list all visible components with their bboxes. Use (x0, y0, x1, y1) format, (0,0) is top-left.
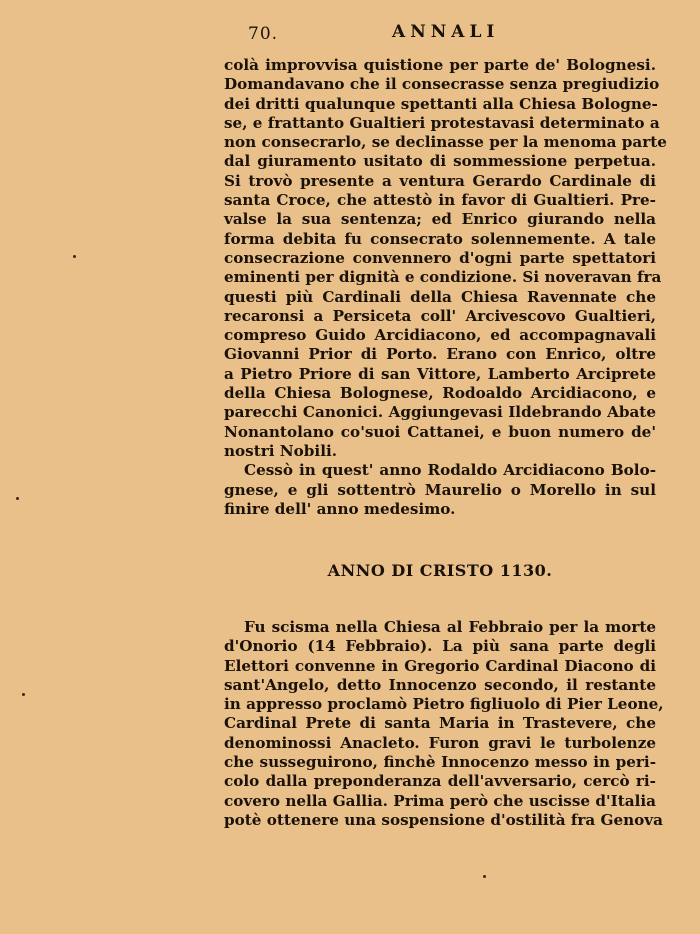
text-line: Cessò in quest' anno Rodaldo Arcidiacono Bolo- (244, 461, 656, 480)
page-header (0, 20, 700, 46)
text-line: colo dalla preponderanza dell'avversario, cercò ri- (224, 772, 656, 791)
text-line: non consecrarlo, se declinasse per la menoma parte (224, 133, 667, 152)
text-line: Nonantolano co'suoi Cattanei, e buon numero de' (224, 422, 656, 441)
paper-speck (73, 255, 76, 258)
text-line: denominossi Anacleto. Furon gravi le turbolenze (224, 733, 656, 752)
text-line: valse la sua sentenza; ed Enrico giurando nella (224, 210, 656, 229)
running-head: ANNALI (392, 22, 500, 42)
text-line: che susseguirono, finchè Innocenzo messo in peri- (224, 753, 656, 772)
text-line: potè ottenere una sospensione d'ostilità fra Genova (224, 810, 663, 829)
page-number: 70. (248, 24, 279, 44)
text-line: parecchi Canonici. Aggiungevasi Ildebrando Abate (224, 403, 656, 422)
text-line: d'Onorio (14 Febbraio). La più sana parte degli (224, 637, 656, 656)
text-line: Cardinal Prete di santa Maria in Trastevere, che (224, 714, 656, 733)
text-line: questi più Cardinali della Chiesa Ravennate che (224, 287, 656, 306)
text-line: sant'Angelo, detto Innocenzo secondo, il restante (224, 675, 656, 694)
text-line: finire dell' anno medesimo. (224, 499, 456, 518)
text-line: eminenti per dignità e condizione. Si noveravan fra (224, 268, 662, 287)
paper-speck (483, 875, 486, 878)
text-line: della Chiesa Bolognese, Rodoaldo Arcidiacono, e (224, 384, 656, 403)
text-line: dal giuramento usitato di sommessione perpetua. (224, 152, 656, 171)
text-line: Domandavano che il consecrasse senza pregiudizio (224, 75, 660, 94)
paper-speck (22, 693, 25, 696)
text-block-2 (224, 618, 664, 830)
text-line: consecrazione convennero d'ogni parte spettatori (224, 248, 656, 267)
text-line: se, e frattanto Gualtieri protestavasi determinato a (224, 113, 660, 132)
text-line: recaronsi a Persiceta coll' Arcivescovo Gualtieri, (224, 306, 656, 325)
text-line: forma debita fu consecrato solennemente. A tale (224, 229, 656, 248)
section-heading: ANNO DI CRISTO 1130. (327, 561, 553, 580)
text-line: Si trovò presente a ventura Gerardo Cardinale di (224, 171, 656, 190)
text-block-1 (224, 56, 667, 519)
text-line: dei dritti qualunque spettanti alla Chiesa Bologne- (224, 94, 658, 113)
text-line: colà improvvisa quistione per parte de' Bolognesi. (224, 56, 656, 74)
text-line: Elettori convenne in Gregorio Cardinal Diacono di (224, 656, 656, 675)
text-line: in appresso proclamò Pietro figliuolo di Pier Leone, (224, 695, 664, 714)
text-line: santa Croce, che attestò in favor di Gualtieri. Pre- (224, 191, 656, 210)
text-line: Giovanni Prior di Porto. Erano con Enrico, oltre (224, 345, 656, 364)
text-line: Fu scisma nella Chiesa al Febbraio per la morte (244, 618, 656, 636)
text-line: a Pietro Priore di san Vittore, Lamberto Arciprete (224, 364, 656, 383)
text-line: nostri Nobili. (224, 441, 338, 460)
text-line: gnese, e gli sottentrò Maurelio o Morello in sul (224, 480, 656, 499)
text-line: covero nella Gallia. Prima però che uscisse d'Italia (224, 791, 656, 810)
paper-speck (16, 497, 19, 500)
text-line: compreso Guido Arcidiacono, ed accompagnavali (224, 326, 656, 345)
